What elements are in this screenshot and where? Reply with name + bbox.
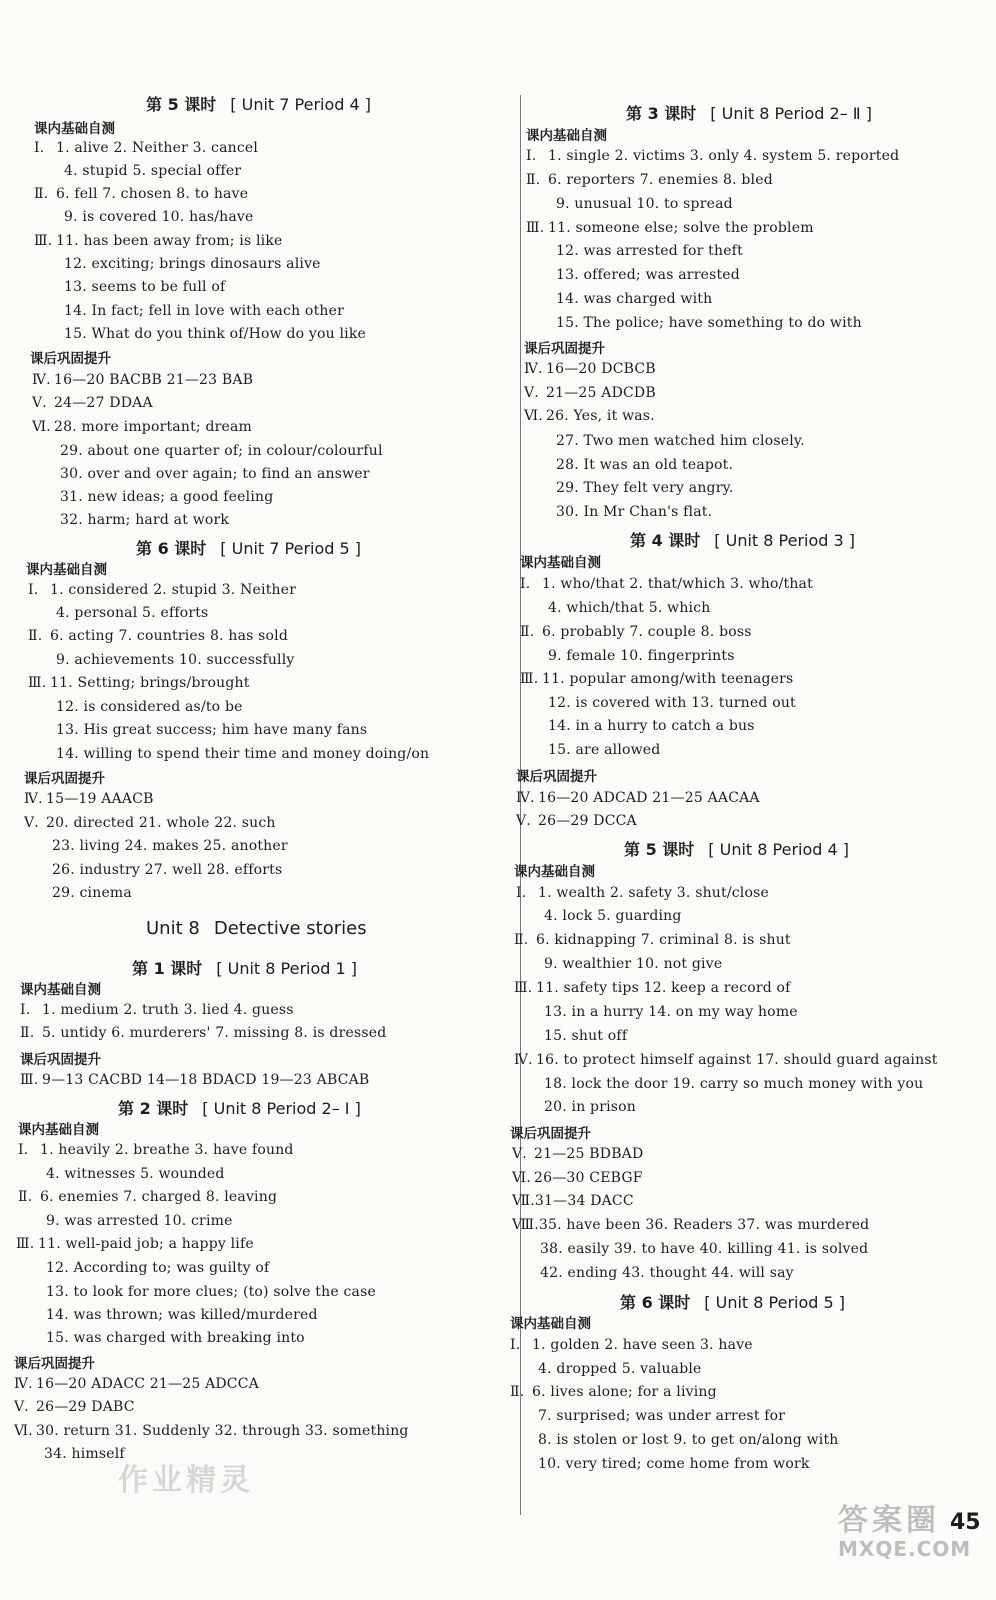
period-unit: [ Unit 8 Period 4 ]: [708, 840, 850, 859]
section-heading: 课内基础自测: [526, 128, 607, 144]
answer-text: 31—34 DACC: [534, 1193, 634, 1209]
section-heading: 课后巩固提升: [524, 341, 605, 357]
answer-line: [510, 1384, 717, 1400]
answer-line: [556, 267, 740, 283]
period-unit: [ Unit 7 Period 4 ]: [230, 95, 372, 114]
roman-numeral: Ⅳ.: [524, 361, 543, 377]
answer-line: [540, 1265, 794, 1281]
period-title: [146, 92, 371, 115]
answer-text: 6. enemies 7. charged 8. leaving: [40, 1189, 278, 1205]
answer-text: 1. golden 2. have seen 3. have: [532, 1337, 753, 1353]
roman-numeral: Ⅳ.: [14, 1376, 33, 1392]
answer-text: 30. In Mr Chan's flat.: [556, 504, 713, 520]
answer-line: [556, 315, 862, 331]
answer-text: 8. is stolen or lost 9. to get on/along with: [538, 1432, 839, 1448]
answer-text: 18. lock the door 19. carry so much money with you: [544, 1076, 924, 1092]
period-unit: [ Unit 8 Period 2– Ⅱ ]: [710, 104, 872, 123]
roman-numeral: Ⅳ.: [24, 791, 43, 807]
roman-numeral: Ⅲ.: [520, 671, 539, 687]
answer-line: [538, 1456, 810, 1472]
answer-line: [538, 1432, 839, 1448]
answer-line: [20, 1025, 386, 1041]
answer-text: 6. probably 7. couple 8. boss: [542, 624, 752, 640]
answer-line: [524, 408, 655, 424]
answer-text: 9. unusual 10. to spread: [556, 196, 733, 212]
period-title: [136, 536, 361, 559]
answer-line: [526, 220, 814, 236]
answer-text: 28. It was an old teapot.: [556, 457, 734, 473]
answer-line: [514, 932, 791, 948]
answer-text: 21—25 BDBAD: [534, 1146, 644, 1162]
answer-line: [14, 1423, 409, 1439]
answer-text: 14. was thrown; was killed/murdered: [46, 1307, 318, 1323]
roman-numeral: Ⅰ.: [516, 885, 527, 901]
roman-numeral: Ⅵ.: [14, 1423, 33, 1439]
answer-line: [28, 628, 288, 644]
answer-line: [52, 838, 288, 854]
answer-line: [64, 163, 241, 179]
answer-line: [516, 790, 760, 806]
answer-line: [56, 699, 243, 715]
answer-text: 14. willing to spend their time and money doing/on: [56, 746, 430, 762]
answer-line: [556, 480, 734, 496]
roman-numeral: Ⅴ.: [516, 813, 531, 829]
answer-text: 11. safety tips 12. keep a record of: [536, 980, 791, 996]
roman-numeral: Ⅴ.: [32, 395, 47, 411]
answer-text: 9. achievements 10. successfully: [56, 652, 295, 668]
answer-text: 13. His great success; him have many fans: [56, 722, 368, 738]
answer-text: 15. The police; have something to do with: [556, 315, 862, 331]
answer-text: 13. seems to be full of: [64, 279, 226, 295]
answer-line: [60, 489, 273, 505]
answer-text: 11. has been away from; is like: [56, 233, 283, 249]
roman-numeral: Ⅴ.: [24, 815, 39, 831]
section-heading: 课内基础自测: [34, 121, 115, 137]
roman-numeral: Ⅰ.: [20, 1002, 31, 1018]
answer-text: 4. personal 5. efforts: [56, 605, 209, 621]
answer-line: [512, 1193, 634, 1209]
answer-text: 9—13 CACBD 14—18 BDACD 19—23 ABCAB: [42, 1072, 370, 1088]
period-label: 第 3 课时: [626, 104, 697, 123]
answer-line: [56, 652, 295, 668]
answer-text: 14. was charged with: [556, 291, 713, 307]
roman-numeral: Ⅱ.: [510, 1384, 525, 1400]
answer-line: [28, 675, 250, 691]
answer-text: 13. in a hurry 14. on my way home: [544, 1004, 798, 1020]
answer-line: [514, 980, 791, 996]
answer-line: [56, 746, 429, 762]
section-heading: 课后巩固提升: [14, 1356, 95, 1372]
answer-text: 23. living 24. makes 25. another: [52, 838, 288, 854]
answer-text: 11. someone else; solve the problem: [548, 220, 814, 236]
period-label: 第 5 课时: [624, 840, 695, 859]
answer-line: [538, 1361, 702, 1377]
answer-line: [556, 457, 733, 473]
answer-line: [20, 1002, 294, 1018]
answer-line: [548, 718, 755, 734]
period-label: 第 6 课时: [136, 539, 207, 558]
answer-text: 26. Yes, it was.: [546, 408, 655, 424]
answer-text: 5. untidy 6. murderers' 7. missing 8. is dressed: [42, 1025, 387, 1041]
answer-line: [64, 279, 225, 295]
answer-text: 31. new ideas; a good feeling: [60, 489, 274, 505]
answer-text: 6. lives alone; for a living: [532, 1384, 717, 1400]
answer-text: 10. very tired; come home from work: [538, 1456, 810, 1472]
period-label: 第 2 课时: [118, 1099, 189, 1118]
answer-text: 16—20 DCBCB: [546, 361, 656, 377]
answer-line: [516, 885, 769, 901]
answer-line: [556, 291, 712, 307]
roman-numeral: Ⅰ.: [526, 148, 537, 164]
roman-numeral: Ⅱ.: [526, 172, 541, 188]
period-unit: [ Unit 8 Period 1 ]: [216, 959, 358, 978]
period-unit: [ Unit 7 Period 5 ]: [220, 539, 362, 558]
answer-text: 1. medium 2. truth 3. lied 4. guess: [42, 1002, 294, 1018]
answer-line: [556, 243, 743, 259]
unit-name: Detective stories: [213, 918, 367, 939]
answer-text: 4. lock 5. guarding: [544, 908, 682, 924]
answer-line: [548, 600, 710, 616]
roman-numeral: Ⅴ.: [512, 1146, 527, 1162]
answer-text: 26—29 DABC: [36, 1399, 135, 1415]
section-heading: 课后巩固提升: [24, 771, 105, 787]
roman-numeral: Ⅵ.: [512, 1170, 531, 1186]
answer-text: 42. ending 43. thought 44. will say: [540, 1265, 794, 1281]
answer-line: [18, 1189, 277, 1205]
answer-line: [556, 504, 712, 520]
roman-numeral: Ⅱ.: [18, 1189, 33, 1205]
answer-text: 35. have been 36. Readers 37. was murdered: [538, 1217, 870, 1233]
period-unit: [ Unit 8 Period 3 ]: [714, 531, 856, 550]
answer-line: [520, 624, 752, 640]
answer-text: 9. was arrested 10. crime: [46, 1213, 233, 1229]
answer-text: 15. shut off: [544, 1028, 628, 1044]
answer-line: [52, 862, 282, 878]
roman-numeral: Ⅰ.: [18, 1142, 29, 1158]
answer-text: 12. was arrested for theft: [556, 243, 743, 259]
answer-line: [512, 1170, 643, 1186]
period-label: 第 4 课时: [630, 531, 701, 550]
watermark-text: 答案圈: [838, 1503, 940, 1538]
section-heading: 课内基础自测: [20, 982, 101, 998]
watermark-url: MXQE.COM: [838, 1537, 972, 1561]
section-heading: 课后巩固提升: [20, 1052, 101, 1068]
roman-numeral: Ⅳ.: [514, 1052, 533, 1068]
period-unit: [ Unit 8 Period 5 ]: [704, 1293, 846, 1312]
roman-numeral: Ⅰ.: [520, 576, 531, 592]
answer-line: [64, 326, 366, 342]
answer-line: [64, 303, 344, 319]
answer-text: 26. industry 27. well 28. efforts: [52, 862, 283, 878]
unit-number: Unit 8: [146, 918, 200, 939]
answer-text: 11. Setting; brings/brought: [50, 675, 250, 691]
roman-numeral: Ⅵ.: [524, 408, 543, 424]
answer-text: 24—27 DDAA: [54, 395, 153, 411]
answer-text: 4. witnesses 5. wounded: [46, 1166, 225, 1182]
answer-text: 29. about one quarter of; in colour/colourful: [60, 443, 383, 459]
answer-text: 21—25 ADCDB: [546, 385, 656, 401]
answer-line: [14, 1376, 259, 1392]
answer-text: 26—30 CEBGF: [534, 1170, 643, 1186]
period-unit: [ Unit 8 Period 2– Ⅰ ]: [202, 1099, 361, 1118]
answer-line: [544, 1028, 627, 1044]
answer-text: 1. considered 2. stupid 3. Neither: [50, 582, 297, 598]
answer-text: 6. fell 7. chosen 8. to have: [56, 186, 249, 202]
answer-line: [24, 815, 276, 831]
answer-text: 29. cinema: [52, 885, 132, 901]
answer-line: [18, 1142, 294, 1158]
answer-text: 12. is covered with 13. turned out: [548, 695, 796, 711]
section-heading: 课内基础自测: [26, 562, 107, 578]
answer-line: [524, 361, 656, 377]
roman-numeral: Ⅱ.: [514, 932, 529, 948]
answer-text: 1. single 2. victims 3. only 4. system 5. reported: [548, 148, 900, 164]
roman-numeral: Ⅳ.: [32, 372, 51, 388]
roman-numeral: Ⅱ.: [28, 628, 43, 644]
answer-line: [46, 1213, 233, 1229]
answer-line: [526, 148, 899, 164]
answer-line: [544, 956, 722, 972]
roman-numeral: Ⅱ.: [20, 1025, 35, 1041]
answer-text: 13. to look for more clues; (to) solve the case: [46, 1284, 376, 1300]
answer-text: 29. They felt very angry.: [556, 480, 734, 496]
answer-line: [52, 885, 132, 901]
answer-line: [540, 1241, 868, 1257]
answer-text: 16—20 ADCAD 21—25 AACAA: [538, 790, 760, 806]
section-heading: 课内基础自测: [514, 864, 595, 880]
answer-text: 16. to protect himself against 17. should guard against: [536, 1052, 938, 1068]
answer-text: 12. According to; was guilty of: [46, 1260, 270, 1276]
roman-numeral: Ⅰ.: [34, 140, 45, 156]
answer-line: [514, 1052, 938, 1068]
answer-line: [544, 1004, 798, 1020]
answer-line: [510, 1337, 753, 1353]
answer-text: 9. is covered 10. has/have: [64, 209, 254, 225]
roman-numeral: Ⅱ.: [34, 186, 49, 202]
section-heading: 课后巩固提升: [510, 1126, 591, 1142]
roman-numeral: Ⅴ.: [14, 1399, 29, 1415]
roman-numeral: Ⅵ.: [32, 419, 51, 435]
answer-text: 15. are allowed: [548, 742, 661, 758]
period-title: [118, 1096, 361, 1119]
answer-line: [64, 256, 321, 272]
answer-line: [64, 209, 254, 225]
answer-line: [28, 582, 296, 598]
roman-numeral: Ⅲ.: [20, 1072, 39, 1088]
answer-text: 9. wealthier 10. not give: [544, 956, 723, 972]
answer-text: 16—20 ADACC 21—25 ADCCA: [36, 1376, 259, 1392]
answer-line: [512, 1146, 643, 1162]
answer-text: 34. himself: [44, 1446, 125, 1462]
answer-text: 11. popular among/with teenagers: [542, 671, 794, 687]
period-title: [624, 837, 849, 860]
answer-text: 1. wealth 2. safety 3. shut/close: [538, 885, 769, 901]
answer-line: [14, 1399, 135, 1415]
answer-line: [548, 742, 660, 758]
answer-text: 6. reporters 7. enemies 8. bled: [548, 172, 773, 188]
answer-line: [16, 1236, 254, 1252]
answer-text: 9. female 10. fingerprints: [548, 648, 735, 664]
answer-text: 20. directed 21. whole 22. such: [46, 815, 276, 831]
period-title: [620, 1290, 845, 1313]
answer-line: [60, 466, 370, 482]
period-label: 第 5 课时: [146, 95, 217, 114]
answer-line: [34, 140, 258, 156]
answer-line: [512, 1217, 869, 1233]
section-heading: 课内基础自测: [520, 555, 601, 571]
answer-line: [46, 1166, 225, 1182]
period-title: [626, 101, 872, 124]
answer-line: [556, 433, 805, 449]
stamp-watermark: 作业精灵: [118, 1463, 254, 1498]
answer-text: 6. kidnapping 7. criminal 8. is shut: [536, 932, 791, 948]
answer-line: [32, 372, 253, 388]
answer-text: 26—29 DCCA: [538, 813, 637, 829]
roman-numeral: Ⅲ.: [16, 1236, 35, 1252]
answer-line: [544, 1099, 636, 1115]
roman-numeral: Ⅲ.: [514, 980, 533, 996]
answer-text: 6. acting 7. countries 8. has sold: [50, 628, 289, 644]
section-heading: 课后巩固提升: [516, 769, 597, 785]
answer-text: 12. is considered as/to be: [56, 699, 243, 715]
answer-line: [20, 1072, 369, 1088]
roman-numeral: Ⅷ.: [512, 1217, 539, 1233]
answer-line: [524, 385, 656, 401]
roman-numeral: Ⅶ.: [512, 1193, 535, 1209]
answer-line: [34, 233, 283, 249]
answer-line: [56, 605, 208, 621]
answer-text: 4. which/that 5. which: [548, 600, 711, 616]
answer-line: [46, 1260, 269, 1276]
page-number: 45: [950, 1510, 981, 1535]
roman-numeral: Ⅱ.: [520, 624, 535, 640]
answer-line: [60, 512, 229, 528]
section-heading: 课内基础自测: [18, 1122, 99, 1138]
answer-text: 15—19 AAACB: [46, 791, 154, 807]
roman-numeral: Ⅰ.: [510, 1337, 521, 1353]
answer-text: 11. well-paid job; a happy life: [38, 1236, 254, 1252]
answer-line: [56, 722, 367, 738]
answer-line: [32, 395, 153, 411]
answer-line: [34, 186, 248, 202]
answer-line: [548, 695, 796, 711]
answer-text: 4. stupid 5. special offer: [64, 163, 242, 179]
unit-heading: [146, 918, 367, 939]
answer-text: 7. surprised; was under arrest for: [538, 1408, 786, 1424]
answer-line: [46, 1307, 318, 1323]
answer-line: [46, 1284, 376, 1300]
answer-text: 30. over and over again; to find an answer: [60, 466, 370, 482]
answer-line: [548, 648, 735, 664]
answer-line: [526, 172, 773, 188]
answer-line: [44, 1446, 125, 1462]
answer-text: 13. offered; was arrested: [556, 267, 740, 283]
answer-text: 14. In fact; fell in love with each other: [64, 303, 344, 319]
answer-text: 1. who/that 2. that/which 3. who/that: [542, 576, 813, 592]
answer-text: 38. easily 39. to have 40. killing 41. is solved: [540, 1241, 869, 1257]
answer-line: [60, 443, 383, 459]
roman-numeral: Ⅲ.: [28, 675, 47, 691]
answer-line: [24, 791, 154, 807]
answer-line: [516, 813, 637, 829]
roman-numeral: Ⅴ.: [524, 385, 539, 401]
section-heading: 课后巩固提升: [30, 351, 111, 367]
period-title: [132, 956, 357, 979]
answer-line: [46, 1330, 305, 1346]
answer-text: 15. was charged with breaking into: [46, 1330, 305, 1346]
roman-numeral: Ⅲ.: [34, 233, 53, 249]
answer-text: 14. in a hurry to catch a bus: [548, 718, 755, 734]
answer-line: [544, 908, 682, 924]
answer-line: [544, 1076, 923, 1092]
answer-text: 4. dropped 5. valuable: [538, 1361, 702, 1377]
roman-numeral: Ⅰ.: [28, 582, 39, 598]
answer-text: 28. more important; dream: [54, 419, 253, 435]
roman-numeral: Ⅲ.: [526, 220, 545, 236]
period-title: [630, 528, 855, 551]
answer-text: 1. alive 2. Neither 3. cancel: [56, 140, 259, 156]
answer-text: 12. exciting; brings dinosaurs alive: [64, 256, 321, 272]
answer-text: 20. in prison: [544, 1099, 637, 1115]
answer-text: 16—20 BACBB 21—23 BAB: [54, 372, 254, 388]
period-label: 第 1 课时: [132, 959, 203, 978]
answer-text: 30. return 31. Suddenly 32. through 33. something: [36, 1423, 409, 1439]
period-label: 第 6 课时: [620, 1293, 691, 1312]
answer-line: [520, 576, 813, 592]
answer-line: [32, 419, 252, 435]
answer-text: 32. harm; hard at work: [60, 512, 230, 528]
answer-line: [556, 196, 733, 212]
roman-numeral: Ⅳ.: [516, 790, 535, 806]
answer-text: 1. heavily 2. breathe 3. have found: [40, 1142, 294, 1158]
answer-line: [520, 671, 793, 687]
section-heading: 课内基础自测: [510, 1316, 591, 1332]
answer-text: 15. What do you think of/How do you like: [64, 326, 367, 342]
answer-line: [538, 1408, 785, 1424]
answer-text: 27. Two men watched him closely.: [556, 433, 805, 449]
